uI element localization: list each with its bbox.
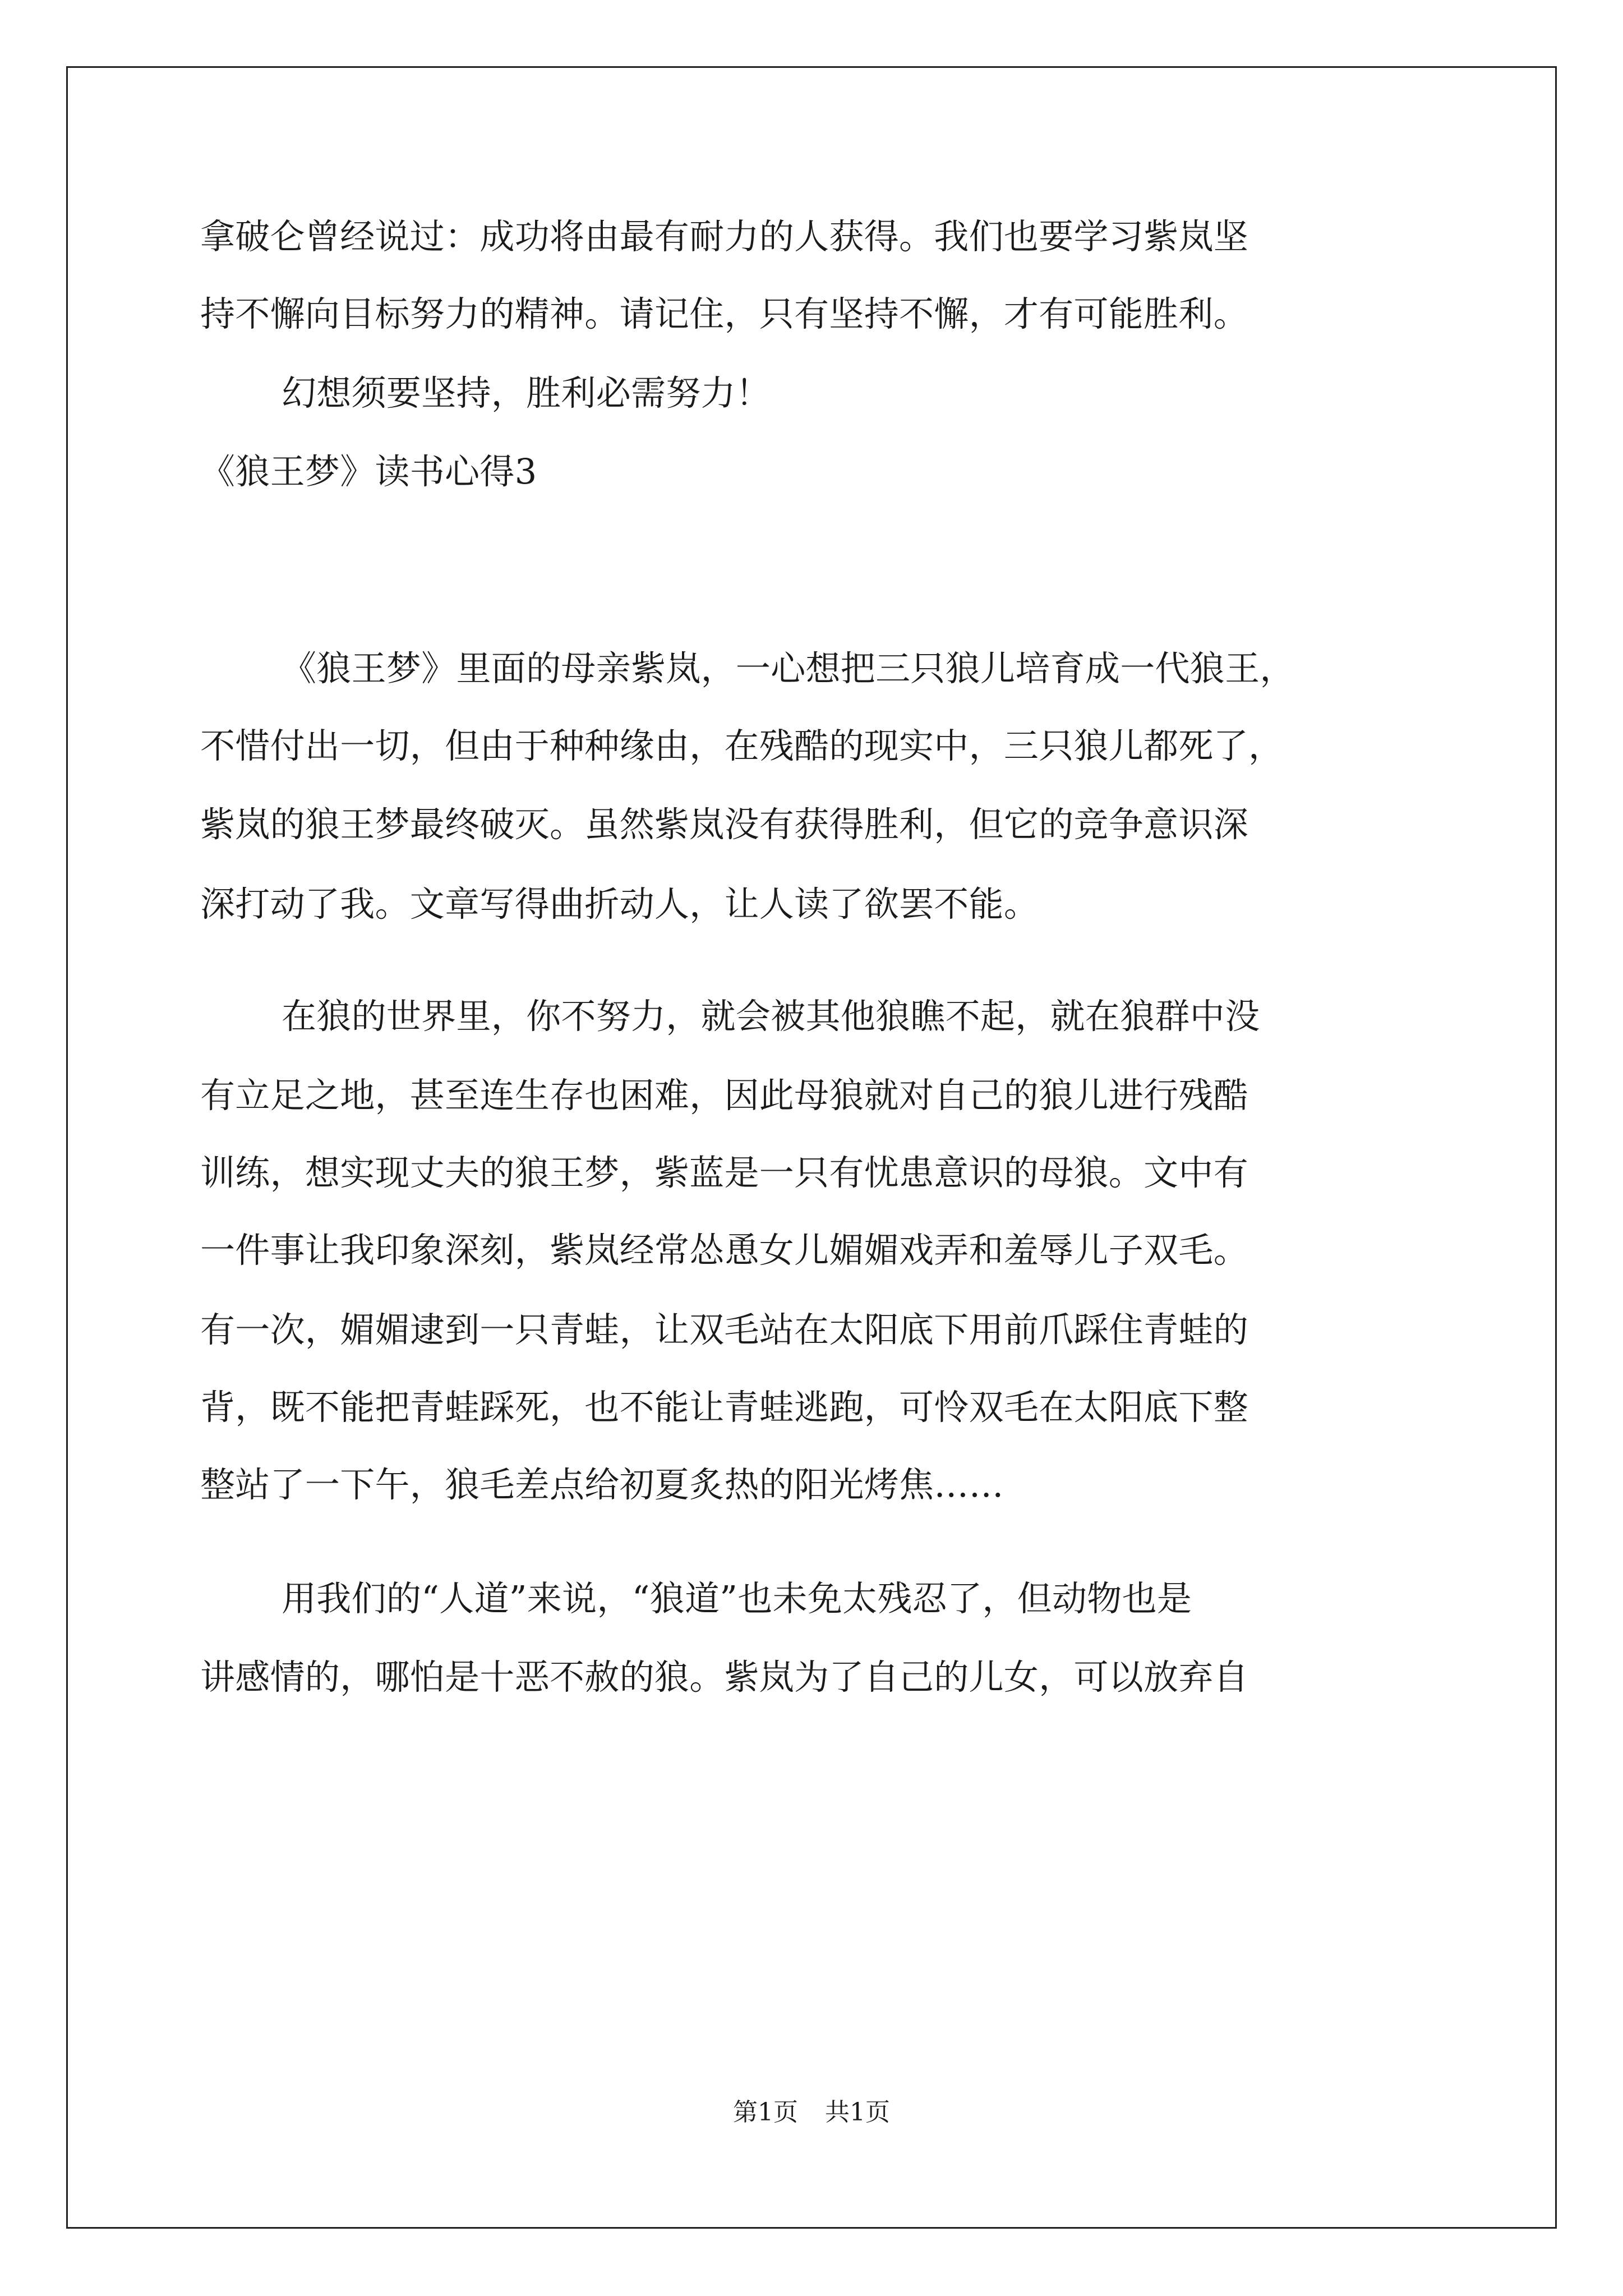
text-line-7: 紫岚的狼王梦最终破灭。虽然紫岚没有获得胜利，但它的竞争意识深 — [200, 804, 1249, 845]
page-total: 共1页 — [825, 2098, 890, 2127]
page-number: 第1页 — [733, 2098, 798, 2127]
text-line-2: 持不懈向目标努力的精神。请记住，只有坚持不懈，才有可能胜利。 — [200, 293, 1249, 334]
section-heading: 《狼王梦》读书心得3 — [200, 451, 537, 492]
text-line-12: 一件事让我印象深刻，紫岚经常怂恿女儿媚媚戏弄和羞辱儿子双毛。 — [200, 1230, 1249, 1271]
text-line-9: 在狼的世界里，你不努力，就会被其他狼瞧不起，就在狼群中没 — [282, 996, 1260, 1037]
text-line-11: 训练，想实现丈夫的狼王梦，紫蓝是一只有忧患意识的母狼。文中有 — [200, 1152, 1249, 1193]
text-line-14: 背，既不能把青蛙踩死，也不能让青蛙逃跑，可怜双毛在太阳底下整 — [200, 1387, 1249, 1428]
text-line-1: 拿破仑曾经说过：成功将由最有耐力的人获得。我们也要学习紫岚坚 — [200, 216, 1249, 257]
text-line-5: 《狼王梦》里面的母亲紫岚，一心想把三只狼儿培育成一代狼王， — [282, 648, 1295, 689]
text-line-3: 幻想须要坚持，胜利必需努力！ — [282, 372, 771, 413]
text-line-15: 整站了一下午，狼毛差点给初夏炙热的阳光烤焦…… — [200, 1464, 1004, 1505]
text-line-17: 讲感情的，哪怕是十恶不赦的狼。紫岚为了自己的儿女，可以放弃自 — [200, 1657, 1249, 1697]
text-line-13: 有一次，媚媚逮到一只青蛙，让双毛站在太阳底下用前爪踩住青蛙的 — [200, 1309, 1249, 1350]
text-line-6: 不惜付出一切，但由于种种缘由，在残酷的现实中，三只狼儿都死了， — [200, 725, 1284, 766]
page-footer — [0, 2097, 1623, 2128]
text-line-16: 用我们的“人道”来说，“狼道”也未免太残忍了，但动物也是 — [282, 1578, 1192, 1619]
text-line-8: 深打动了我。文章写得曲折动人，让人读了欲罢不能。 — [200, 884, 1039, 924]
text-line-10: 有立足之地，甚至连生存也困难，因此母狼就对自己的狼儿进行残酷 — [200, 1075, 1249, 1116]
